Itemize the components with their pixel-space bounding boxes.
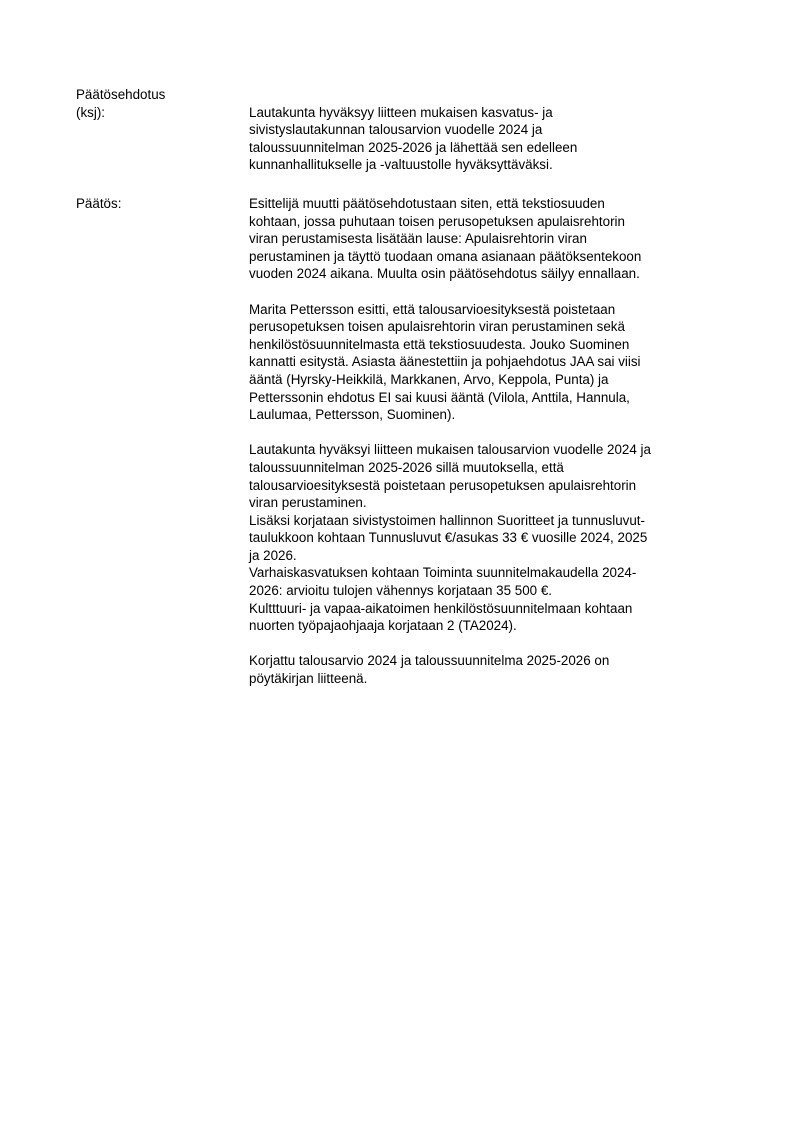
decision-paragraph-4 [249, 652, 739, 687]
text-line: kohtaan, jossa puhutaan toisen perusopetuksen apulaisrehtorin [249, 213, 625, 229]
paragraph-gap [249, 635, 739, 653]
text-line: kunnanhallitukselle ja -valtuustolle hyväksyttäväksi. [249, 157, 553, 173]
text-line: Marita Pettersson esitti, että talousarvioesityksestä poistetaan [249, 301, 616, 317]
text-line: Kultttuuri- ja vapaa-aikatoimen henkilöstösuunnitelmaan kohtaan [249, 600, 633, 616]
proposal-label-line1: Päätösehdotus [76, 87, 166, 102]
text-line: ääntä (Hyrsky-Heikkilä, Markkanen, Arvo, Keppola, Punta) ja [249, 371, 609, 387]
proposal-text [249, 104, 739, 174]
text-line: taulukkoon kohtaan Tunnusluvut €/asukas 33 € vuosille 2024, 2025 [249, 530, 648, 546]
decision-label: Päätös: [76, 196, 122, 211]
text-line: Lautakunta hyväksyy liitteen mukaisen kasvatus- ja [249, 104, 553, 120]
decision-text [249, 195, 739, 688]
text-line: vuoden 2024 aikana. Muulta osin päätösehdotus säilyy ennallaan. [249, 266, 640, 282]
paragraph-gap [249, 283, 739, 301]
text-line: viran perustamisesta lisätään lause: Apulaisrehtorin viran [249, 231, 587, 247]
text-line: viran perustaminen. [249, 495, 367, 511]
text-line: kannatti esitystä. Asiasta äänestettiin ja pohjaehdotus JAA sai viisi [249, 354, 641, 370]
text-line: Petterssonin ehdotus EI sai kuusi ääntä (Vilola, Anttila, Hannula, [249, 389, 630, 405]
text-line: henkilöstösuunnitelmasta että tekstiosuudesta. Jouko Suominen [249, 336, 630, 352]
text-line: nuorten työpajaohjaaja korjataan 2 (TA2024). [249, 618, 517, 634]
text-line: talousarvioesityksestä poistetaan perusopetuksen apulaisrehtorin [249, 477, 637, 493]
decision-paragraph-2 [249, 301, 739, 424]
text-line: Korjattu talousarvio 2024 ja taloussuunnitelma 2025-2026 on [249, 653, 610, 669]
text-line: Lautakunta hyväksyi liitteen mukaisen talousarvion vuodelle 2024 ja [249, 442, 651, 458]
text-line: perusopetuksen toisen apulaisrehtorin viran perustaminen sekä [249, 319, 625, 335]
text-line: Varhaiskasvatuksen kohtaan Toiminta suunnitelmakaudella 2024- [249, 565, 637, 581]
text-line: 2026: arvioitu tulojen vähennys korjataan 35 500 €. [249, 583, 552, 599]
text-line: taloussuunnitelman 2025-2026 sillä muutoksella, että [249, 459, 564, 475]
text-line: sivistyslautakunnan talousarvion vuodelle 2024 ja [249, 122, 543, 138]
text-line: Laulumaa, Pettersson, Suominen). [249, 407, 456, 423]
text-line: ja 2026. [249, 547, 297, 563]
text-line: Esittelijä muutti päätösehdotustaan siten, että tekstiosuuden [249, 196, 605, 211]
text-line: Lisäksi korjataan sivistystoimen hallinnon Suoritteet ja tunnusluvut- [249, 512, 645, 528]
text-line: perustaminen ja täyttö tuodaan omana asianaan päätöksentekoon [249, 248, 642, 264]
text-line: pöytäkirjan liitteenä. [249, 671, 368, 687]
decision-paragraph-1 [249, 195, 739, 283]
decision-paragraph-3 [249, 441, 739, 635]
text-line: taloussuunnitelman 2025-2026 ja lähettää sen edelleen [249, 139, 578, 155]
proposal-label-line2: (ksj): [76, 104, 106, 120]
proposal-label [76, 86, 246, 121]
paragraph-gap [249, 424, 739, 442]
